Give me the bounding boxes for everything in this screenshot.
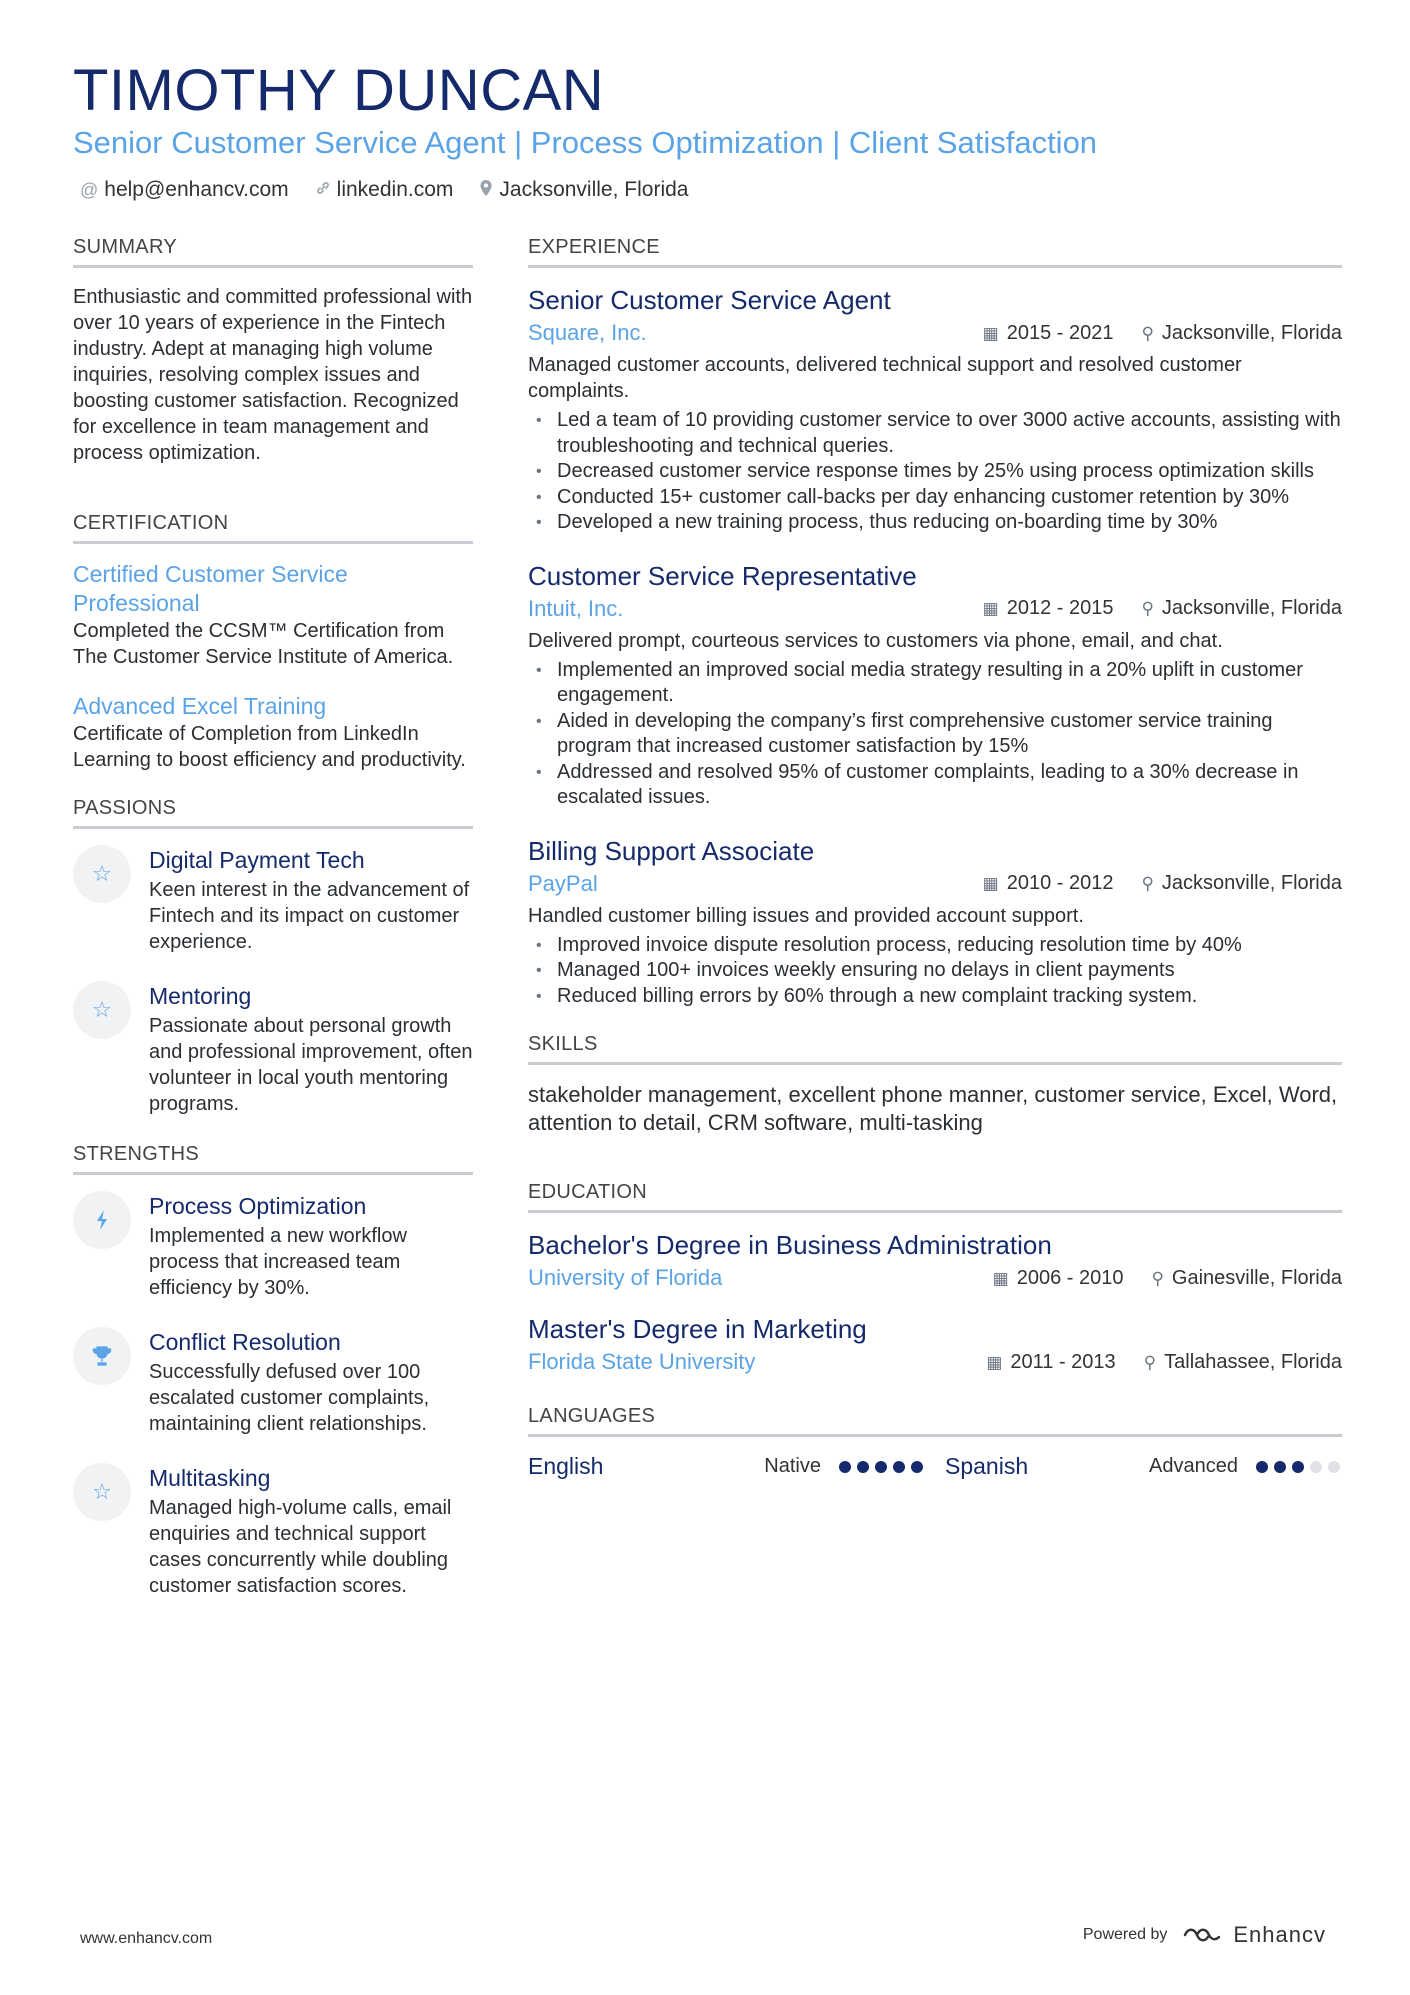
trophy-icon (73, 1327, 131, 1385)
summary-title: SUMMARY (73, 236, 473, 268)
enhancv-logo-icon (1181, 1923, 1225, 1947)
link-icon (315, 180, 331, 201)
candidate-name: TIMOTHY DUNCAN (73, 58, 605, 123)
star-icon: ☆ (73, 1463, 131, 1521)
certification-name: Advanced Excel Training (73, 693, 327, 719)
brand-name: Enhancv (1233, 1922, 1326, 1947)
certification-item (73, 692, 473, 773)
bullet-item: • Managed 100+ invoices weekly ensuring no delays in client payments (528, 958, 1342, 984)
job-location: Jacksonville, Florida (1161, 872, 1342, 894)
certification-desc: Certificate of Completion from LinkedIn Learning to boost efficiency and productivity. (73, 723, 466, 771)
education-location: Tallahassee, Florida (1164, 1350, 1342, 1373)
language-name: English (528, 1453, 604, 1479)
education-location: Gainesville, Florida (1171, 1266, 1342, 1289)
job-entry (528, 560, 1342, 811)
education-entry (528, 1313, 1342, 1375)
passions-section (73, 797, 473, 1117)
strength-desc: Managed high-volume calls, email enquiries and technical support cases concurrently while doubling customer satisfaction scores. (149, 1497, 452, 1597)
passion-name: Mentoring (149, 983, 252, 1009)
degree-name: Bachelor's Degree in Business Administration (528, 1230, 1052, 1260)
job-description: Handled customer billing issues and provided account support. (528, 904, 1084, 927)
languages-title: LANGUAGES (528, 1405, 1342, 1437)
certification-desc: Completed the CCSM™ Certification from The Customer Service Institute of America. (73, 620, 454, 668)
lightning-icon (73, 1191, 131, 1249)
rating-dot-filled (875, 1461, 887, 1473)
powered-by-text: Powered by (1082, 1926, 1168, 1943)
job-bullets (528, 408, 1342, 536)
location-pin-icon: ⚲ (1141, 599, 1154, 618)
strength-item (73, 1327, 473, 1437)
language-name: Spanish (945, 1453, 1029, 1479)
passion-desc: Passionate about personal growth and professional improvement, often volunteer in local youth mentoring programs. (149, 1015, 473, 1115)
job-dates: 2010 - 2012 (1006, 872, 1114, 894)
degree-name: Master's Degree in Marketing (528, 1314, 867, 1344)
contact-bar (80, 178, 688, 202)
strength-desc: Successfully defused over 100 escalated customer complaints, maintaining client relationships. (149, 1361, 430, 1435)
rating-dot-empty (1310, 1461, 1322, 1473)
rating-dot-filled (1274, 1461, 1286, 1473)
bullet-item: • Developed a new training process, thus reducing on-boarding time by 30% (528, 510, 1342, 536)
job-description: Managed customer accounts, delivered technical support and resolved customer complaints. (528, 354, 1242, 402)
education-dates: 2006 - 2010 (1016, 1266, 1124, 1289)
certification-title: CERTIFICATION (73, 512, 473, 544)
strength-item (73, 1191, 473, 1301)
job-description: Delivered prompt, courteous services to customers via phone, email, and chat. (528, 629, 1223, 652)
rating-dot-empty (1328, 1461, 1340, 1473)
experience-title: EXPERIENCE (528, 236, 1342, 268)
rating-dot-filled (1256, 1461, 1268, 1473)
location-text: Jacksonville, Florida (499, 178, 689, 201)
summary-text: Enthusiastic and committed professional with over 10 years of experience in the Fintech industry. Adept at managing high volume inquiries, resolving complex issues and boosting customer satisfaction. Recognized for excellence in team management and process optimization. (73, 286, 473, 464)
rating-dot-filled (857, 1461, 869, 1473)
language-item (528, 1453, 925, 1480)
job-bullets (528, 933, 1342, 1010)
star-icon: ☆ (73, 845, 131, 903)
job-location: Jacksonville, Florida (1161, 321, 1342, 344)
bullet-item: • Implemented an improved social media strategy resulting in a 20% uplift in customer engagement. (528, 658, 1342, 709)
contact-linkedin[interactable] (315, 178, 454, 202)
email-text: help@enhancv.com (104, 178, 289, 201)
calendar-icon: ▦ (982, 874, 999, 893)
job-bullets (528, 658, 1342, 811)
calendar-icon: ▦ (986, 1352, 1003, 1372)
school-name: Florida State University (528, 1349, 756, 1374)
footer-branding (1083, 1922, 1326, 1948)
company-name: Square, Inc. (528, 320, 647, 345)
bullet-item: • Improved invoice dispute resolution process, reducing resolution time by 40% (528, 933, 1342, 959)
bullet-item: • Reduced billing errors by 60% through a new complaint tracking system. (528, 984, 1342, 1010)
calendar-icon: ▦ (982, 323, 999, 343)
strength-item (73, 1463, 473, 1599)
language-item (945, 1453, 1342, 1480)
passion-item (73, 981, 473, 1117)
location-pin-icon: ⚲ (1143, 1352, 1157, 1372)
passion-desc: Keen interest in the advancement of Fintech and its impact on customer experience. (149, 879, 470, 953)
rating-dot-filled (839, 1461, 851, 1473)
bullet-item: • Conducted 15+ customer call-backs per day enhancing customer retention by 30% (528, 485, 1342, 511)
education-dates: 2011 - 2013 (1010, 1350, 1116, 1373)
location-pin-icon (479, 179, 493, 202)
rating-dot-filled (911, 1461, 923, 1473)
location-pin-icon: ⚲ (1151, 1268, 1164, 1288)
rating-dot-filled (1292, 1461, 1304, 1473)
company-name: Intuit, Inc. (528, 595, 624, 621)
rating-dot-filled (893, 1461, 905, 1473)
job-entry (528, 835, 1342, 1010)
language-rating (839, 1461, 923, 1473)
star-icon: ☆ (73, 981, 131, 1039)
location-pin-icon: ⚲ (1141, 874, 1154, 893)
company-name: PayPal (528, 870, 598, 896)
candidate-headline: Senior Customer Service Agent | Process Optimization | Client Satisfaction (73, 125, 1098, 160)
contact-location (479, 178, 688, 202)
job-location: Jacksonville, Florida (1161, 597, 1342, 619)
bullet-item: • Decreased customer service response times by 25% using process optimization skills (528, 459, 1342, 485)
at-icon: @ (80, 179, 99, 200)
experience-section (528, 236, 1342, 1009)
passion-item (73, 845, 473, 955)
right-column (528, 236, 1342, 1480)
job-title: Customer Service Representative (528, 560, 917, 591)
job-dates: 2012 - 2015 (1006, 597, 1114, 619)
bullet-item: • Led a team of 10 providing customer service to over 3000 active accounts, assisting with troubleshooting and technical queries. (528, 408, 1342, 459)
job-title: Senior Customer Service Agent (528, 285, 891, 315)
languages-section (528, 1405, 1342, 1480)
strength-name: Conflict Resolution (149, 1329, 341, 1355)
strengths-section (73, 1143, 473, 1599)
skills-title: SKILLS (528, 1033, 1342, 1065)
left-column (73, 236, 473, 1625)
footer-site-link[interactable]: www.enhancv.com (80, 1930, 213, 1947)
language-level: Native (764, 1455, 821, 1477)
job-entry (528, 284, 1342, 536)
certification-name: Certified Customer Service Professional (73, 561, 348, 616)
bullet-item: • Addressed and resolved 95% of customer complaints, leading to a 30% decrease in escalated issues. (528, 760, 1342, 811)
brand-logo[interactable] (1181, 1922, 1326, 1948)
bullet-item: • Aided in developing the company’s first comprehensive customer service training program that increased customer satisfaction by 15% (528, 709, 1342, 760)
job-title: Billing Support Associate (528, 835, 815, 866)
strength-name: Multitasking (149, 1465, 271, 1491)
linkedin-text: linkedin.com (336, 178, 454, 201)
location-pin-icon: ⚲ (1141, 323, 1154, 343)
job-dates: 2015 - 2021 (1006, 321, 1114, 344)
language-level: Advanced (1149, 1455, 1238, 1477)
education-entry (528, 1229, 1342, 1291)
education-title: EDUCATION (528, 1181, 1342, 1213)
passion-name: Digital Payment Tech (149, 847, 365, 873)
contact-email[interactable] (80, 178, 289, 202)
strength-desc: Implemented a new workflow process that increased team efficiency by 30%. (149, 1225, 407, 1299)
passions-title: PASSIONS (73, 797, 473, 829)
language-rating (1256, 1461, 1340, 1473)
certification-section (73, 512, 473, 773)
school-name: University of Florida (528, 1265, 723, 1290)
certification-item (73, 560, 473, 670)
skills-section (528, 1033, 1342, 1137)
summary-section (73, 236, 473, 466)
education-section (528, 1181, 1342, 1375)
calendar-icon: ▦ (982, 599, 999, 618)
strengths-title: STRENGTHS (73, 1143, 473, 1175)
skills-text: stakeholder management, excellent phone manner, customer service, Excel, Word, attention to detail, CRM software, multi-tasking (528, 1082, 1338, 1135)
strength-name: Process Optimization (149, 1193, 367, 1219)
calendar-icon: ▦ (992, 1268, 1009, 1288)
